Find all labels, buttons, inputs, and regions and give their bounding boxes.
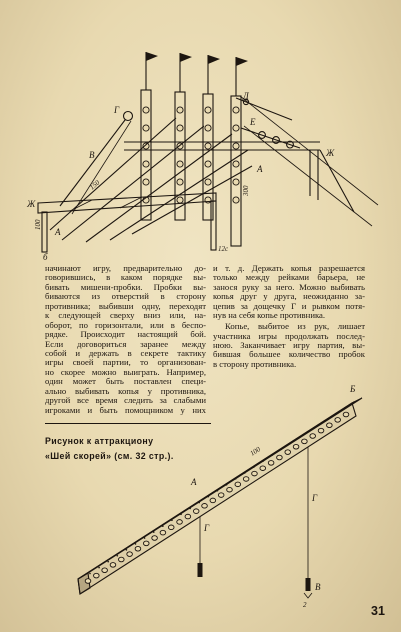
beam-dot: [153, 531, 155, 533]
beam-hole: [252, 471, 258, 476]
beam-hole: [177, 520, 183, 525]
beam-dot: [280, 449, 282, 451]
text-line: начинают игру, предварительно до-: [45, 263, 206, 273]
beam-hole: [310, 434, 316, 439]
post-hole: [233, 143, 239, 149]
hook-ring: [124, 112, 133, 121]
beam-hole: [102, 568, 108, 573]
beam-hole: [293, 444, 299, 449]
beam-dot: [126, 549, 128, 551]
beam-dot: [317, 425, 319, 427]
beam-hole: [193, 509, 199, 514]
beam-hole: [218, 493, 224, 498]
caption-rule: [45, 423, 211, 424]
label-post-height: 300: [242, 185, 250, 196]
flag: [236, 57, 248, 66]
spear: [72, 121, 131, 214]
post-hole: [143, 107, 149, 113]
post-hole: [233, 125, 239, 131]
text-line: бивать мишени-пробки. Пробки вы-: [45, 281, 206, 292]
beam-hole: [135, 546, 141, 551]
label-spear: В: [89, 150, 95, 160]
beam-dot: [208, 496, 210, 498]
post-hole: [177, 197, 183, 203]
weight: [198, 563, 203, 577]
flag: [208, 55, 220, 64]
beam-dot: [198, 502, 200, 504]
text-line: нув на себя копье противника.: [213, 310, 326, 321]
text-line: один может быть поставлен специ-: [45, 376, 206, 387]
figure-caption: [45, 434, 174, 464]
paragraph: [213, 322, 365, 369]
text-line: цепив за дощечку Г и рывком потя-: [213, 300, 365, 311]
left-column: [45, 264, 206, 415]
text-line: занося руку за него. Можно выбивать: [213, 281, 365, 292]
text-line: к следующей сверху вниз или, на-: [45, 310, 206, 321]
label-beam: А: [191, 477, 197, 487]
right-column: [213, 264, 365, 369]
beam-hole: [227, 487, 233, 492]
beam-dot: [235, 478, 237, 480]
beam-hole: [260, 466, 266, 471]
beam-dot: [244, 472, 246, 474]
post-hole: [177, 125, 183, 131]
text-line: Если договориться заранее между: [45, 338, 206, 349]
beam-dot: [335, 413, 337, 415]
beam-dot: [180, 514, 182, 516]
text-line: другой все время следить за слабыми: [45, 395, 206, 406]
caption-line: Рисунок к аттракциону: [45, 436, 154, 446]
platform-beam: [38, 193, 216, 213]
platform-leg: [42, 212, 47, 252]
text-line: но скорее можно выиграть. Например,: [45, 366, 206, 377]
beam-hole: [118, 557, 124, 562]
spear: [236, 98, 292, 120]
beam-hole: [152, 536, 158, 541]
text-line: говорившись, в каком порядке вы-: [45, 272, 206, 283]
label-spear-tip: Е: [250, 117, 256, 127]
label-weight-mark: 2: [303, 601, 307, 609]
beam-hole: [202, 504, 208, 509]
beam-hole: [318, 428, 324, 433]
post-hole: [205, 107, 211, 113]
spear: [60, 120, 125, 206]
text-line: оборот, по горизонтали, или в беспо-: [45, 319, 206, 330]
beam-hole: [327, 423, 333, 428]
label-beam-length: 100: [248, 445, 262, 458]
beam-dot: [162, 525, 164, 527]
post-hole: [177, 161, 183, 167]
beam-dot: [326, 419, 328, 421]
beam-dot: [171, 519, 173, 521]
text-line: участника игры продолжать послед-: [213, 330, 365, 341]
beam-dot: [308, 431, 310, 433]
text-line: копья друг у друга, неожиданно за-: [213, 291, 365, 302]
post-hole: [205, 161, 211, 167]
post-hole: [143, 179, 149, 185]
beam-hole: [277, 455, 283, 460]
text-line: и т. д. Держать копья разрешается: [213, 263, 365, 273]
label-barrier-left: А: [55, 227, 61, 237]
post-hole: [143, 161, 149, 167]
label-corner-mark: б: [43, 252, 48, 262]
text-line: биваются из отверстий в сторону: [45, 291, 206, 302]
beam-dot: [189, 508, 191, 510]
text-line: нюю. Заканчивает игру партия, вы-: [213, 340, 365, 350]
rope: [244, 126, 372, 226]
beam-hole: [85, 579, 91, 584]
text-line: бившая большее количество пробок: [213, 349, 365, 360]
post-hole: [177, 179, 183, 185]
posts: [141, 90, 241, 246]
beam-dot: [271, 454, 273, 456]
label-beam-end: Б: [350, 384, 356, 394]
beam-dot: [344, 407, 346, 409]
paragraph: [213, 264, 365, 321]
beam-hole: [94, 573, 100, 578]
beam-hole: [343, 412, 349, 417]
flag: [180, 53, 192, 62]
label-barrier-right: А: [257, 164, 263, 174]
text-line: в сторону противника.: [213, 358, 297, 369]
label-platform-height: 100: [34, 219, 42, 230]
post-hole: [233, 179, 239, 185]
beam-hole: [335, 418, 341, 423]
post-hole: [233, 161, 239, 167]
label-post-mark: 12с: [218, 245, 229, 253]
post-hole: [233, 107, 239, 113]
beam-dot: [144, 537, 146, 539]
beam-hole: [127, 552, 133, 557]
flags: [146, 52, 248, 96]
label-string-left: Г: [204, 523, 210, 533]
beam-dot: [262, 460, 264, 462]
spears: [50, 96, 378, 242]
text-line: рядке. Происходит настоящий бой.: [45, 329, 206, 340]
text-line: ально выбивать копья у противника,: [45, 385, 206, 396]
beam-dot: [107, 561, 109, 563]
beam-hole: [110, 563, 116, 568]
beam-dot: [98, 567, 100, 569]
post-hole: [177, 107, 183, 113]
text-line: Копье, выбитое из рук, лишает: [225, 321, 365, 332]
beam-dot: [289, 443, 291, 445]
spear: [50, 118, 176, 230]
label-platform-left: Ж: [27, 199, 36, 209]
text-line: только между рейками барьера, не: [213, 272, 365, 283]
post-hole: [205, 143, 211, 149]
beam-hole: [210, 498, 216, 503]
flag: [146, 52, 158, 61]
beam-dot: [135, 543, 137, 545]
caption-line: «Шей скорей» (см. 32 стр.).: [45, 451, 174, 461]
label-post-top: Д: [243, 91, 249, 101]
beam-hole: [185, 514, 191, 519]
beam-hole: [160, 530, 166, 535]
beam-dot: [353, 401, 355, 403]
post: [231, 96, 241, 246]
post-hole: [205, 125, 211, 131]
hook-icon: [304, 593, 312, 598]
barrier-labels: [26, 91, 335, 262]
beam-hole: [285, 450, 291, 455]
label-spear-length: 150: [88, 178, 102, 192]
beam-hole: [302, 439, 308, 444]
beam-dot: [226, 484, 228, 486]
label-string-right: Г: [312, 493, 318, 503]
label-hook: Г: [114, 105, 120, 115]
rail-brace: [320, 150, 354, 212]
beam-dot: [117, 555, 119, 557]
beam-figure: [78, 384, 362, 609]
text-line: игры своей партии, то организован-: [45, 357, 206, 368]
page-number: 31: [371, 604, 385, 618]
label-weight: В: [315, 582, 321, 592]
beam-hole: [243, 477, 249, 482]
text-line: игроками и быть помощником у них: [45, 404, 206, 415]
beam-dot: [253, 466, 255, 468]
post-hole: [205, 179, 211, 185]
text-line: собой и держать в секрете тактику: [45, 347, 206, 358]
label-rail-right: Ж: [326, 148, 335, 158]
beam-hole: [235, 482, 241, 487]
beam-dot: [89, 573, 91, 575]
beam-hole: [143, 541, 149, 546]
beam-dot: [217, 490, 219, 492]
post-hole: [143, 125, 149, 131]
post-hole: [233, 197, 239, 203]
weight: [306, 578, 311, 591]
beam-hole: [268, 461, 274, 466]
beam-hole: [168, 525, 174, 530]
barrier-figure: [26, 52, 378, 262]
text-line: противника; выбивши одну, переходят: [45, 300, 206, 311]
beam-dot: [299, 437, 301, 439]
